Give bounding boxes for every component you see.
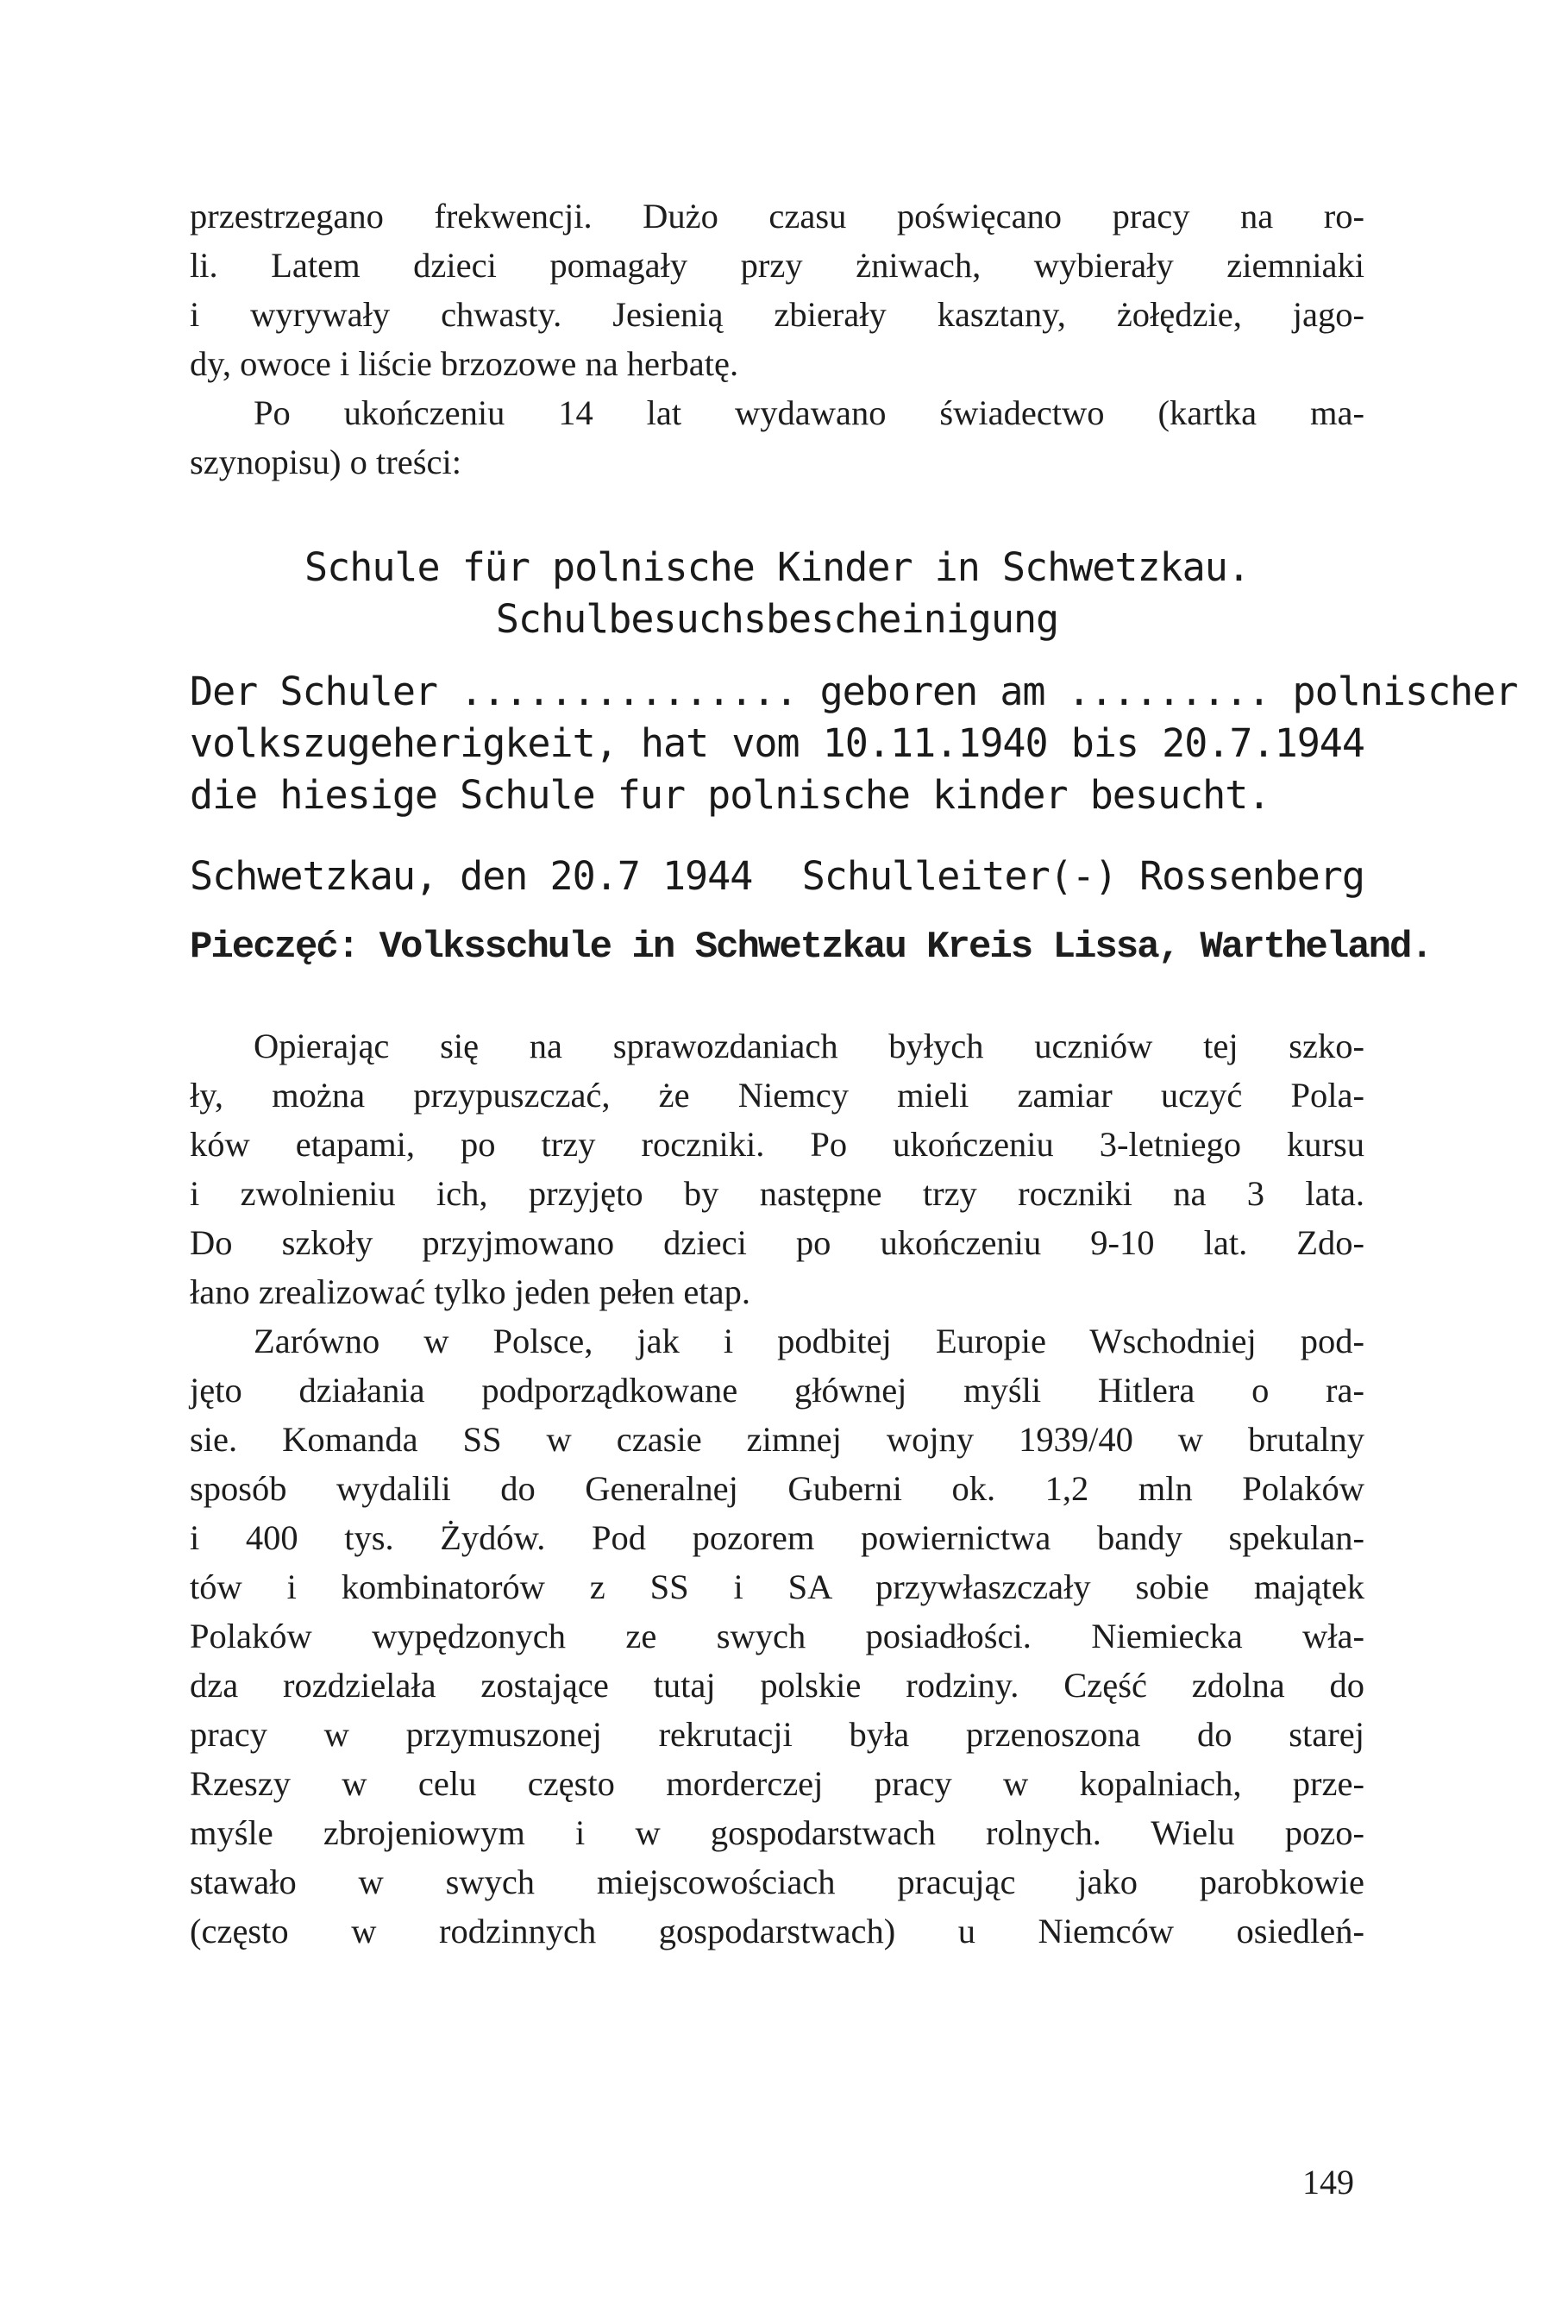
text-line: Polaków wypędzonych ze swych posiadłości. Niemiecka wła-	[190, 1617, 1364, 1655]
text-line: Opierając się na sprawozdaniach byłych uczniów tej szko-	[254, 1027, 1364, 1065]
text-line: (często w rodzinnych gospodarstwach) u Niemców osiedleń-	[190, 1912, 1364, 1950]
certificate-quote	[190, 542, 1518, 973]
certificate-body-line: Der Schuler ............... geboren am ......... polnischer	[190, 669, 1518, 714]
text-line: Do szkoły przyjmowano dzieci po ukończeniu 9-10 lat. Zdo-	[190, 1223, 1364, 1262]
paragraph-3	[190, 1021, 1364, 1316]
text-line: jęto działania podporządkowane głównej myśli Hitlera o ra-	[190, 1371, 1364, 1410]
text-line: dza rozdzielała zostające tutaj polskie rodziny. Część zdolna do	[190, 1666, 1364, 1705]
page-number: 149	[1302, 2163, 1354, 2202]
text-line: szynopisu) o treści:	[190, 443, 461, 481]
certificate-place-date: Schwetzkau, den 20.7 1944	[190, 853, 753, 899]
certificate-body	[190, 666, 1518, 821]
text-line: li. Latem dzieci pomagały przy żniwach, wybierały ziemniaki	[190, 246, 1364, 285]
text-line: przestrzegano frekwencji. Dużo czasu poświęcano pracy na ro-	[190, 197, 1364, 236]
page-text	[190, 192, 1518, 1956]
text-line: sposób wydalili do Generalnej Guberni ok. 1,2 mln Polaków	[190, 1469, 1364, 1508]
paragraph-4	[190, 1316, 1364, 1956]
certificate-body-line: volkszugeherigkeit, hat vom 10.11.1940 bis 20.7.1944	[190, 720, 1364, 766]
certificate-school-title: Schule für polnische Kinder in Schwetzkau.	[304, 544, 1250, 590]
text-line: i wyrywały chwasty. Jesienią zbierały kasztany, żołędzie, jago-	[190, 295, 1364, 334]
text-line: dy, owoce i liście brzozowe na herbatę.	[190, 344, 739, 383]
certificate-signature: Schulleiter(-) Rossenberg	[801, 853, 1364, 899]
text-line: ków etapami, po trzy roczniki. Po ukończeniu 3-letniego kursu	[190, 1125, 1364, 1164]
text-line: i 400 tys. Żydów. Pod pozorem powiernictwa bandy spekulan-	[190, 1518, 1364, 1557]
paragraph-1	[190, 192, 1364, 388]
paragraph-2	[190, 388, 1364, 487]
text-line: ły, można przypuszczać, że Niemcy mieli zamiar uczyć Pola-	[190, 1076, 1364, 1115]
text-line: myśle zbrojeniowym i w gospodarstwach rolnych. Wielu pozo-	[190, 1813, 1364, 1852]
text-line: pracy w przymuszonej rekrutacji była przenoszona do starej	[190, 1715, 1364, 1754]
text-line: sie. Komanda SS w czasie zimnej wojny 1939/40 w brutalny	[190, 1420, 1364, 1459]
certificate-document-name: Schulbesuchsbescheinigung	[495, 596, 1059, 642]
text-line: Rzeszy w celu często morderczej pracy w kopalniach, prze-	[190, 1764, 1364, 1803]
text-line: stawało w swych miejscowościach pracując jako parobkowie	[190, 1862, 1364, 1901]
text-line: tów i kombinatorów z SS i SA przywłaszczały sobie majątek	[190, 1567, 1364, 1606]
certificate-stamp: Pieczęć: Volksschule in Schwetzkau Kreis Lissa, Wartheland.	[190, 926, 1432, 969]
text-line: Po ukończeniu 14 lat wydawano świadectwo (kartka ma-	[254, 393, 1364, 432]
certificate-signature-row	[190, 851, 1364, 902]
certificate-body-line: die hiesige Schule fur polnische kinder besucht.	[190, 772, 1270, 818]
text-line: łano zrealizować tylko jeden pełen etap.	[190, 1272, 750, 1311]
text-line: i zwolnieniu ich, przyjęto by następne trzy roczniki na 3 lata.	[190, 1174, 1364, 1213]
text-line: Zarówno w Polsce, jak i podbitej Europie Wschodniej pod-	[254, 1322, 1364, 1360]
